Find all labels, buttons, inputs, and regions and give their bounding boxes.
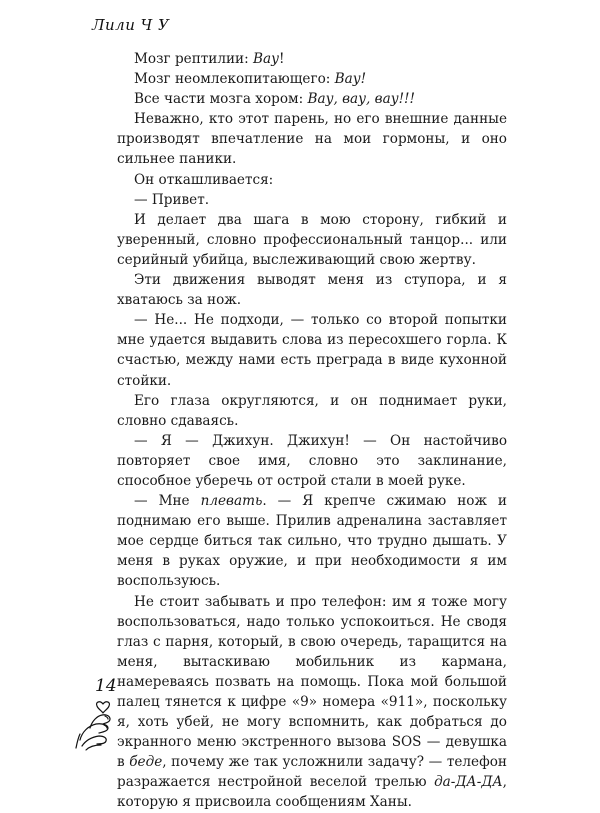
italic-text-run: беде [129,754,163,771]
paragraph [117,270,507,310]
text-run: ! [279,51,285,67]
paragraph [117,592,507,813]
paragraph [117,210,507,270]
paragraph [117,391,507,431]
text-run: — Мне [134,493,201,510]
text-run: , которую я присвоила сообщениям Ханы. [117,774,507,811]
paragraph [117,109,507,169]
text-run: Не стоит забывать и про телефон: им я тоже могу воспользоваться, надо только успокоиться. Не сводя глаз с парня, который, в свою очередь, таращится на меня, вытаскиваю мобильник из кармана, намереваясь позвать на помощь. Пока мой большой палец тянется к цифре «9» номера «911», поскольку я, хоть убей, не могу вспомнить, как добраться до экранного меню экстренного вызова SOS — девушка в [117,593,507,771]
italic-text-run: Вау, вау, вау!!! [307,91,415,108]
italic-text-run: Вау [253,51,279,67]
text-run: — Не... Не подходи, — только со второй попытки мне удается выдавить слова из пересохшего горла. К счастью, между нами есть преграда в виде кухонной стойки. [117,312,507,389]
text-run: И делает два шага в мою сторону, гибкий и уверенный, словно профессиональный танцор... или серийный убийца, выслеживающий свою жертву. [117,211,507,268]
paragraph [117,190,507,210]
text-run: — Привет. [134,191,210,208]
paragraph [117,89,507,109]
running-header-author: Лили Ч У [92,16,170,34]
italic-text-run: Вау! [334,71,367,88]
text-run: Он откашливается: [134,171,274,188]
finger-heart-hand-icon [72,688,162,750]
paragraph [117,170,507,190]
page-number: 14 [95,676,117,696]
paragraph [117,69,507,89]
text-run: . — Я крепче сжимаю нож и поднимаю его выше. Прилив адреналина заставляет мое сердце биться так сильно, что трудно дышать. У меня в руках оружие, и при необходимости я им воспользуюсь. [117,493,507,590]
text-run: , почему же так усложнили задачу? — телефон разражается нестройной веселой трелью [117,754,507,791]
paragraph [117,310,507,390]
paragraph [117,49,507,69]
text-run: Неважно, кто этот парень, но его внешние данные производят впечатление на мои гормоны, и оно сильнее паники. [117,111,507,168]
italic-text-run: плевать [200,493,263,510]
text-run: Эти движения выводят меня из ступора, и я хватаюсь за нож. [117,272,507,309]
italic-text-run: да-ДА-ДА [434,774,503,791]
text-run: Мозг неомлекопитающего: [134,71,335,88]
paragraph [117,431,507,491]
text-run: Его глаза округляются, и он поднимает руки, словно сдаваясь. [117,392,507,429]
body-text [117,49,507,813]
text-run: — Я — Джихун. Джихун! — Он настойчиво повторяет свое имя, словно это заклинание, способное уберечь от острой стали в моей руке. [117,432,507,489]
text-run: Мозг рептилии: [134,51,254,67]
text-run: Все части мозга хором: [134,91,308,108]
paragraph [117,491,507,591]
